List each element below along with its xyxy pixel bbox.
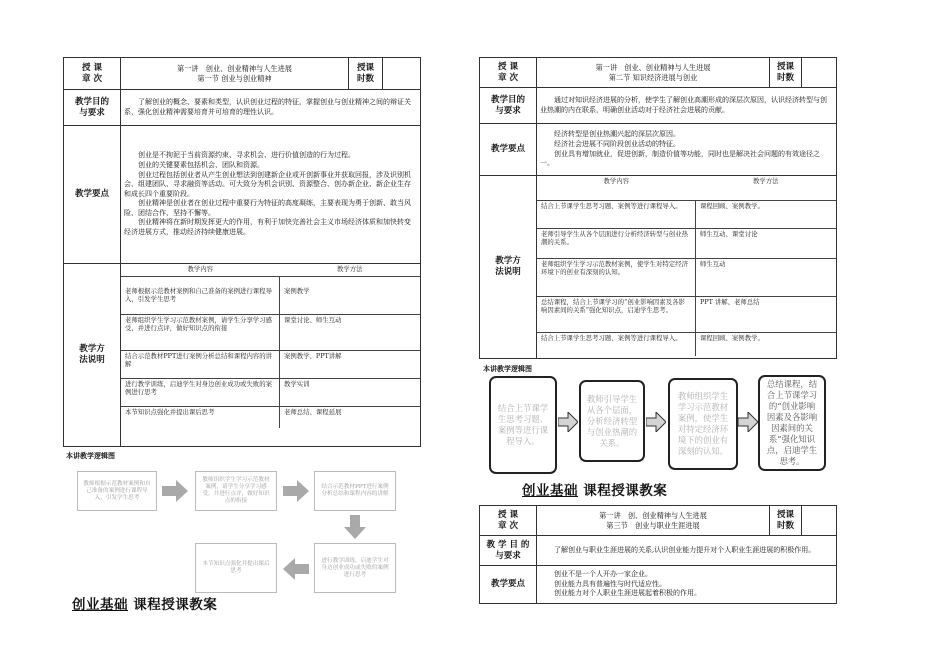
hours-label: 授课 时数 — [770, 506, 802, 536]
hours-label: 授课 时数 — [770, 58, 802, 88]
row-content: 结合上节课学生思考习题、案例等进行课程导入。 — [537, 200, 695, 228]
row-method: 案例教学 — [279, 276, 420, 314]
point-item: 创业能力对个人职业生涯进展起着积极的作用。 — [554, 589, 701, 598]
method-label: 教学方 法说明 — [480, 176, 537, 359]
goal-label: 教学目的 与要求 — [64, 90, 121, 126]
points-cell — [537, 566, 837, 604]
point-item: 创业能力具有普遍性与时代适应性。 — [554, 579, 666, 588]
arrow-down-icon — [344, 515, 366, 539]
method-label: 教学方 法说明 — [64, 264, 121, 447]
row-content: 进行教学训练，启迪学生对身边创业成功或失败的案例进行思考 — [121, 378, 279, 406]
row-method: 课程回顾、案例教学。 — [695, 200, 836, 228]
flow-step-3: 结合示范教材PPT进行案例分析总结和课程内容的讲解 — [314, 471, 396, 511]
row-method: 师生互动、课堂讨论 — [695, 228, 836, 258]
course-name: 创业基础 — [72, 597, 128, 613]
lesson-title: 第一讲 创业、创业精神与人生进展 第二节 知识经济进展与创业 — [537, 58, 770, 88]
flow-step-3: 教师组织学生学习示范教材案例，使学生对特定经济环境下的创业有深刻的认知。 — [668, 378, 738, 470]
points-label: 教学要点 — [64, 126, 121, 264]
lesson1-table — [63, 57, 421, 447]
col-header-method: 教学方法 — [279, 264, 420, 276]
row-content: 结合上节课学生思考习题、案例等进行课程导入。 — [541, 333, 682, 342]
chapter-label: 授 课 章 次 — [480, 506, 537, 536]
goal-label: 教 学 目 的 与要求 — [480, 536, 537, 566]
row-content: 结合示范教材PPT进行案例分析总结和课程内容的讲解 — [121, 350, 279, 378]
point-item: 创业精神将在新时期发挥更大的作用，有利于加快完善社会主义市场经济体质和加快转变经济进展方式，推动经济持续健康进展。 — [124, 218, 411, 237]
row-content: 老师根据示范教材案例和自己准备的案例进行课程导入，引发学生思考 — [121, 276, 279, 314]
row-content: 老师组织学生学习示范教材案例，使学生对特定经济环境下的创业有深刻的认知。 — [537, 258, 695, 296]
col-header-content: 教学内容 — [121, 264, 279, 276]
lesson2-table — [479, 57, 837, 359]
course-name: 创业基础 — [522, 483, 578, 499]
flow-step-1: 结合上节课学生思考习题、案例等进行课程导入。 — [489, 376, 557, 474]
lesson-title: 第一讲 创业、创业精神与人生进展 第一节 创业与创业精神 — [121, 58, 349, 90]
flow-step-1: 教师根据示范教材案例和自己准备的案例进行课程导入，引发学生思考 — [77, 471, 157, 511]
hours-value — [802, 58, 837, 88]
row-content: 老师引导学生从各个层面进行分析经济转型与创业热潮的关系。 — [537, 228, 695, 258]
hours-label: 授课 时数 — [349, 58, 383, 90]
arrow-right-icon — [646, 412, 666, 432]
row-content: 本节知识点强化并提出课后思考 — [125, 407, 215, 416]
goal-cell — [121, 90, 421, 126]
arrow-right-icon — [738, 412, 758, 432]
arrow-right-icon — [283, 480, 309, 502]
hours-value — [802, 506, 837, 536]
method-table — [121, 264, 420, 428]
flow-step-4: 总结课程，结合上节课学习的“创业影响因素及各影响因素间的关系”强化知识点，启迪学生思考。 — [758, 375, 826, 471]
course-heading — [522, 479, 667, 499]
row-content: 老师组织学生学习示范教材案例，请学生分享学习感受，并进行点评，做好知识点的衔接 — [121, 314, 279, 350]
point-item: 经济社会进展不同阶段创业活动的特征。 — [554, 139, 680, 148]
goal-cell — [537, 536, 837, 566]
point-item: 创业精神是创业者在创业过程中重要行为特征的高度凝练，主要表现为勇于创新、敢当风险、团结合作、坚持不懈等。 — [124, 199, 411, 217]
goal-text: 通过对知识经济进展的分析，使学生了解创业高潮形成的深层次原因，认识经济转型与创业热潮的内在联系，明确创业活动对于经济社会进展的贡献。 — [540, 95, 827, 114]
row-method: 教学实训 — [279, 378, 420, 406]
course-heading — [72, 593, 217, 613]
goal-label: 教学目的 与要求 — [480, 88, 537, 124]
arrow-left-icon — [283, 558, 309, 580]
flow-title: 本讲教学逻辑图 — [483, 365, 532, 373]
method-table — [537, 176, 836, 356]
hours-value — [383, 58, 421, 90]
chapter-label: 授 课 章 次 — [480, 58, 537, 88]
arrow-right-icon — [162, 480, 188, 502]
row-method: 老师总结、课程延展 — [279, 406, 420, 428]
flow-step-2: 教师组织学生学习示范教材案例，请学生分享学习感受，并进行点评，做好知识点的衔接 — [195, 471, 277, 511]
lesson3-table — [479, 505, 837, 604]
point-item: 创业具有增加就业，促进创新，制造价值等功能，同时也是解决社会问题的有效途径之一。 — [540, 149, 820, 168]
course-heading-rest: 课程授课教案 — [578, 483, 668, 499]
method-cell — [537, 176, 837, 359]
arrow-right-icon — [558, 412, 578, 432]
row-content: 总结课程，结合上节课学习的“创业影响因素及各影响因素间的关系”强化知识点，启迪学生思考。 — [537, 296, 695, 332]
row-method: 课程回顾、案例教学。 — [695, 332, 836, 356]
point-item: 经济转型是创业热潮兴起的深层次原因。 — [554, 130, 680, 139]
flow-title: 本讲教学逻辑图 — [66, 452, 115, 460]
point-item: 创业是不拘泥于当前资源约束、寻求机会、进行价值创造的行为过程。 — [138, 151, 355, 160]
course-heading-rest: 课程授课教案 — [128, 597, 218, 613]
points-cell — [537, 124, 837, 176]
flow-step-2: 教师引导学生从各个层面，分析经济转型与创业热潮的关系。 — [579, 380, 645, 462]
flow-step-4: 进行教学训练，启迪学生对身边创业成功或失败的案例进行思考 — [314, 543, 396, 593]
goal-cell — [537, 88, 837, 124]
col-header-content: 教学内容 — [537, 176, 695, 200]
flow-step-5: 本节知识点强化并提出课后思考 — [195, 543, 277, 593]
goal-text: 了解创业与职业生涯进展的关系,认识创业能力提升对个人职业生涯进展的积极作用。 — [554, 545, 816, 554]
point-item: 创业不是一个人开办一家企业。 — [554, 570, 652, 579]
col-header-method: 教学方法 — [695, 176, 836, 200]
row-method: 案例教学、PPT讲解 — [279, 350, 420, 378]
point-item: 创业过程包括创业者从产生创业想法到创建新企业或开创新事业并获取回报，涉及识别机会、组建团队、寻求融资等活动。可大致分为机会识别、资源整合、创办新企业、新企业生存和成长四个重要阶段。 — [124, 170, 411, 198]
chapter-label: 授 课 章 次 — [64, 58, 121, 90]
method-cell — [121, 264, 421, 447]
points-label: 教学要点 — [480, 124, 537, 176]
lesson-title: 第一讲 创、创业精神与人生进展 第三节 创业与职业生涯进展 — [537, 506, 770, 536]
row-method: 课堂讨论、师生互动 — [279, 314, 420, 350]
points-label: 教学要点 — [480, 566, 537, 604]
points-cell — [121, 126, 421, 264]
goal-text: 了解创业的概念、要素和类型，认识创业过程的特征，掌握创业与创业精神之间的辩证关系，强化创业精神需要培育并可培育的理性认识。 — [124, 97, 411, 116]
point-item: 创业的关键要素包括机会、团队和资源。 — [138, 160, 264, 169]
row-method: PPT 讲解、老师总结 — [695, 296, 836, 332]
row-method: 师生互动 — [695, 258, 836, 296]
